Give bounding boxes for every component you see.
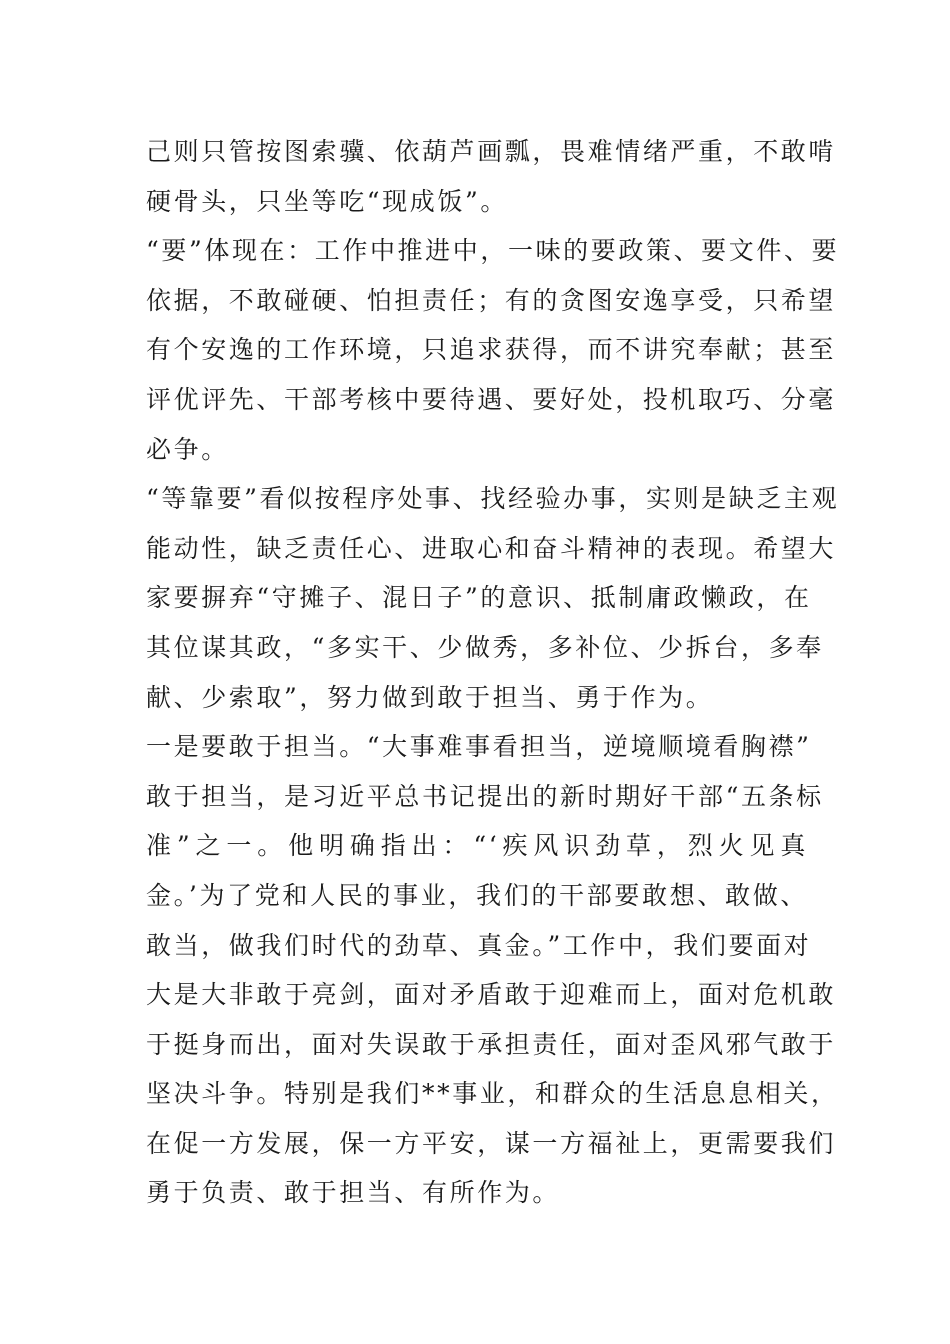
text-line: 金。’为了党和人民的事业，我们的干部要敢想、敢做、 (146, 880, 808, 910)
text-line: 敢于担当，是习近平总书记提出的新时期好干部“五条标 (146, 781, 824, 811)
text-line: 在促一方发展，保一方平安，谋一方福祉上，更需要我们 (146, 1128, 837, 1158)
text-line: 准”之一。他明确指出：“‘疾风识劲草，烈火见真 (146, 831, 808, 861)
text-line: 家要摒弃“守摊子、混日子”的意识、抵制庸政懒政，在 (146, 583, 812, 613)
text-line: “要”体现在：工作中推进中，一味的要政策、要文件、要 (146, 236, 840, 266)
text-line: 评优评先、干部考核中要待遇、要好处，投机取巧、分毫 (146, 384, 837, 414)
text-line: “等靠要”看似按程序处事、找经验办事，实则是缺乏主观 (146, 484, 840, 514)
text-line: 有个安逸的工作环境，只追求获得，而不讲究奉献；甚至 (146, 335, 837, 365)
text-line: 必争。 (146, 434, 229, 464)
text-line: 勇于负责、敢于担当、有所作为。 (146, 1178, 561, 1208)
text-line: 能动性，缺乏责任心、进取心和奋斗精神的表现。希望大 (146, 533, 837, 563)
text-line: 其位谋其政，“多实干、少做秀，多补位、少拆台，多奉 (146, 632, 824, 662)
text-line: 献、少索取”，努力做到敢于担当、勇于作为。 (146, 682, 714, 712)
text-line: 依据，不敢碰硬、怕担责任；有的贪图安逸享受，只希望 (146, 285, 837, 315)
text-line: 坚决斗争。特别是我们**事业，和群众的生活息息相关， (146, 1079, 839, 1109)
body-text (146, 127, 840, 1218)
text-line: 于挺身而出，面对失误敢于承担责任，面对歪风邪气敢于 (146, 1029, 837, 1059)
text-line: 敢当，做我们时代的劲草、真金。”工作中，我们要面对 (146, 930, 812, 960)
text-line: 硬骨头，只坐等吃“现成饭”。 (146, 186, 508, 216)
text-line: 己则只管按图索骥、依葫芦画瓢，畏难情绪严重，不敢啃 (146, 137, 837, 166)
text-line: 大是大非敢于亮剑，面对矛盾敢于迎难而上，面对危机敢 (146, 980, 837, 1010)
text-line: 一是要敢于担当。“大事难事看担当，逆境顺境看胸襟” (146, 732, 812, 762)
